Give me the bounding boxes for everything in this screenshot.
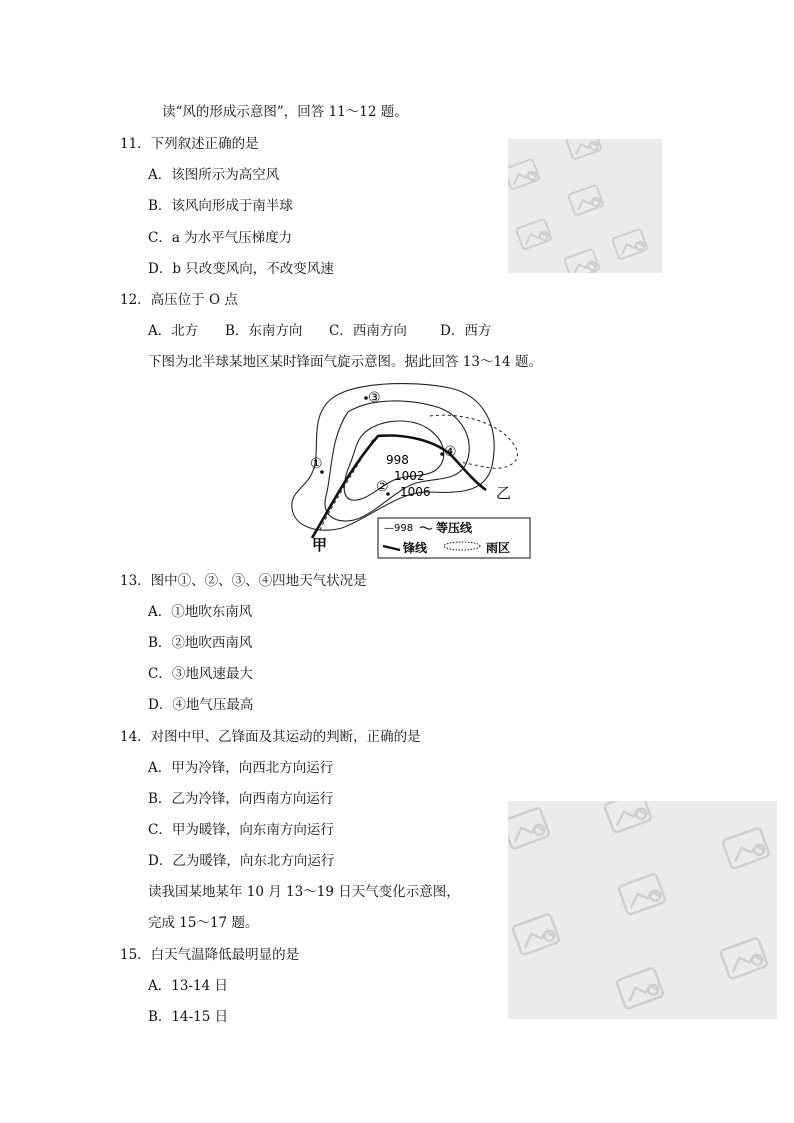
frontal-cyclone-map <box>290 378 534 560</box>
question-stem: 11．下列叙述正确的是 <box>120 136 259 152</box>
image-placeholder <box>508 139 662 273</box>
option: D．b 只改变风向，不改变风速 <box>148 261 334 277</box>
option: C．西南方向 <box>329 323 407 339</box>
section-intro: 读我国某地某年 10 月 13～19 日天气变化示意图， <box>148 884 460 900</box>
legend-front-label: 锋线 <box>403 541 428 555</box>
section-intro: 完成 15～17 题。 <box>148 915 259 931</box>
front-label: 甲 <box>312 536 328 554</box>
question-stem: 15．白天气温降低最明显的是 <box>120 947 300 963</box>
option: A．13-14 日 <box>148 978 228 994</box>
section-intro: 读“风的形成示意图”，回答 11～12 题。 <box>162 104 408 120</box>
option: B．14-15 日 <box>148 1009 229 1025</box>
legend-isobar-sample: —998 <box>384 523 414 534</box>
question-stem: 12．高压位于 O 点 <box>120 292 238 308</box>
option: B．东南方向 <box>225 323 303 339</box>
option: A．①地吹东南风 <box>148 604 253 620</box>
option: A．该图所示为高空风 <box>148 167 280 183</box>
map-legend <box>378 518 530 558</box>
isobar-value: 998 <box>386 453 409 467</box>
legend-rain-label: 雨区 <box>486 541 511 555</box>
point-label: ③ <box>368 390 381 406</box>
option: A．北方 <box>148 323 199 339</box>
option: B．乙为冷锋，向西南方向运行 <box>148 791 334 807</box>
option: C．a 为水平气压梯度力 <box>148 230 293 246</box>
option: C．③地风速最大 <box>148 666 253 682</box>
isobar-value: 1006 <box>400 485 431 499</box>
section-intro: 下图为北半球某地区某时锋面气旋示意图。据此回答 13～14 题。 <box>148 354 542 370</box>
image-placeholder <box>508 801 777 1019</box>
question-stem: 14．对图中甲、乙锋面及其运动的判断，正确的是 <box>120 729 421 745</box>
option: A．甲为冷锋，向西北方向运行 <box>148 760 334 776</box>
option: B．②地吹西南风 <box>148 635 253 651</box>
option: D．乙为暖锋，向东北方向运行 <box>148 853 335 869</box>
point-label: ② <box>376 479 389 495</box>
option: D．西方 <box>440 323 492 339</box>
point-label: ① <box>310 456 323 472</box>
point-label: ④ <box>444 444 457 460</box>
question-stem: 13．图中①、②、③、④四地天气状况是 <box>120 573 367 589</box>
front-label: 乙 <box>496 484 512 502</box>
option: B．该风向形成于南半球 <box>148 198 293 214</box>
option: D．④地气压最高 <box>148 697 254 713</box>
option: C．甲为暖锋，向东南方向运行 <box>148 822 334 838</box>
isobar-value: 1002 <box>394 469 425 483</box>
legend-isobar-label: 等压线 <box>436 521 473 535</box>
